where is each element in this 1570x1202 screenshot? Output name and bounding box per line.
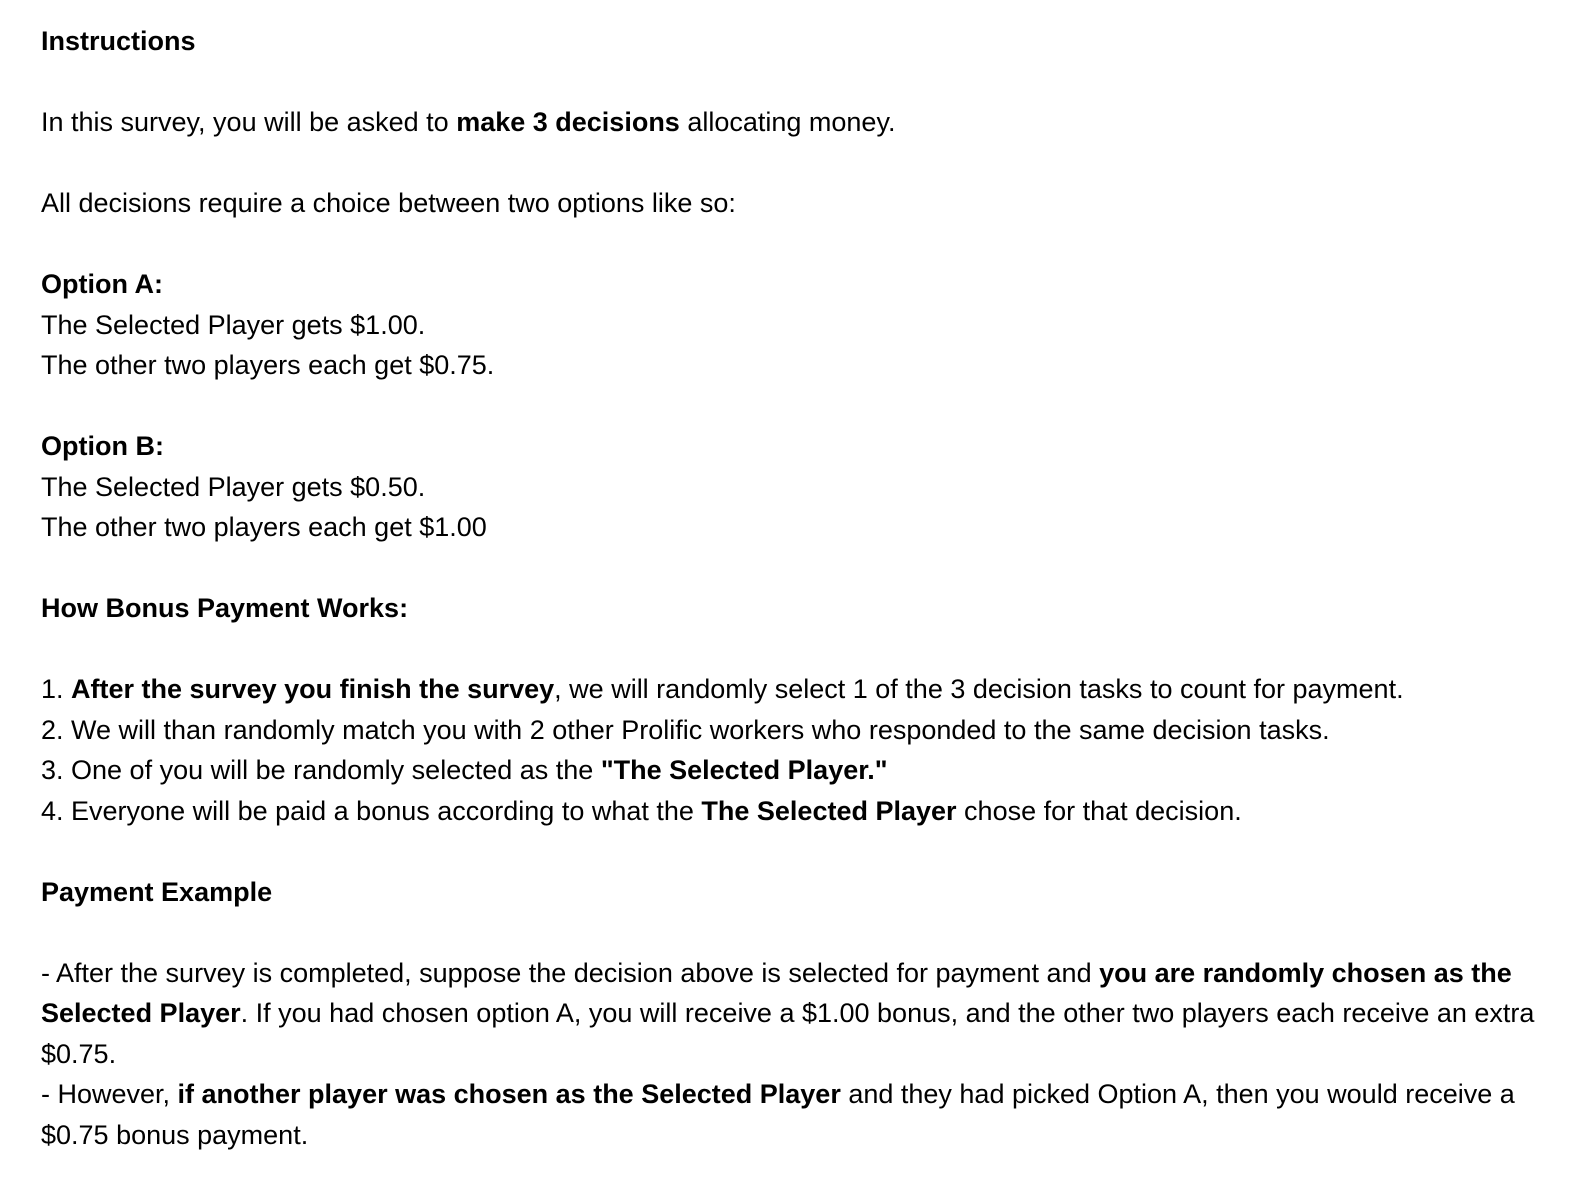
option-b-line-1: The Selected Player gets $0.50. (41, 471, 426, 502)
spacer (41, 224, 1561, 265)
step-2: 2. We will than randomly match you with 2 other Prolific workers who responded to the same decision tasks. (41, 714, 1330, 745)
example-1-before: - After the survey is completed, suppose the decision above is selected for payment and (41, 957, 1100, 988)
option-b-block (41, 426, 1561, 548)
option-b-title: Option B: (41, 431, 164, 461)
step-4-bold: The Selected Player (701, 795, 957, 826)
step-3-bold: "The Selected Player." (600, 755, 888, 785)
step-3-before: 3. One of you will be randomly selected as the (41, 755, 601, 785)
option-b-line-2: The other two players each get $1.00 (41, 512, 487, 542)
intro-bold: make 3 decisions (456, 107, 680, 137)
option-a-line-2: The other two players each get $0.75. (41, 350, 495, 380)
example-2-bold: if another player was chosen as the Selected Player (177, 1079, 841, 1109)
choice-text: All decisions require a choice between two options like so: (41, 188, 736, 218)
example-1-after: . If you had chosen option A, you will receive a $1.00 bonus, and the other two players each receive an extra $0.75. (41, 998, 1535, 1069)
intro-before: In this survey, you will be asked to (41, 107, 457, 137)
spacer (41, 629, 1561, 670)
instructions-panel (41, 21, 1561, 1155)
step-4-after: chose for that decision. (956, 795, 1242, 826)
step-1-bold: After the survey you finish the survey (71, 674, 555, 704)
example-heading: Payment Example (41, 876, 273, 907)
step-1 (41, 669, 1561, 710)
bonus-heading: How Bonus Payment Works: (41, 593, 409, 623)
example-2-after: and they had picked Option A, then you would receive a $0.75 bonus payment. (41, 1079, 1515, 1150)
step-3 (41, 750, 1561, 791)
option-a-title: Option A: (41, 269, 163, 299)
intro-after: allocating money. (679, 107, 896, 137)
step-1-after: , we will randomly select 1 of the 3 decision tasks to count for payment. (554, 674, 1404, 704)
spacer (41, 831, 1561, 872)
spacer (41, 912, 1561, 953)
option-a-block (41, 264, 1561, 386)
spacer (41, 548, 1561, 589)
bonus-steps-list (41, 669, 1561, 831)
example-2-before: - However, (41, 1079, 178, 1109)
spacer (41, 143, 1561, 184)
intro-text (41, 102, 1561, 143)
instructions-heading: Instructions (41, 26, 196, 56)
spacer (41, 386, 1561, 427)
option-a-line-1: The Selected Player gets $1.00. (41, 309, 426, 340)
step-4 (41, 791, 1561, 832)
example-1-bold: you are randomly chosen as the Selected Player (41, 957, 1512, 1028)
spacer (41, 62, 1561, 103)
example-paragraph-2 (41, 1074, 1561, 1155)
step-1-number: 1. (41, 674, 72, 704)
step-4-before: 4. Everyone will be paid a bonus according to what the (41, 795, 702, 826)
example-paragraph-1 (41, 953, 1561, 1075)
